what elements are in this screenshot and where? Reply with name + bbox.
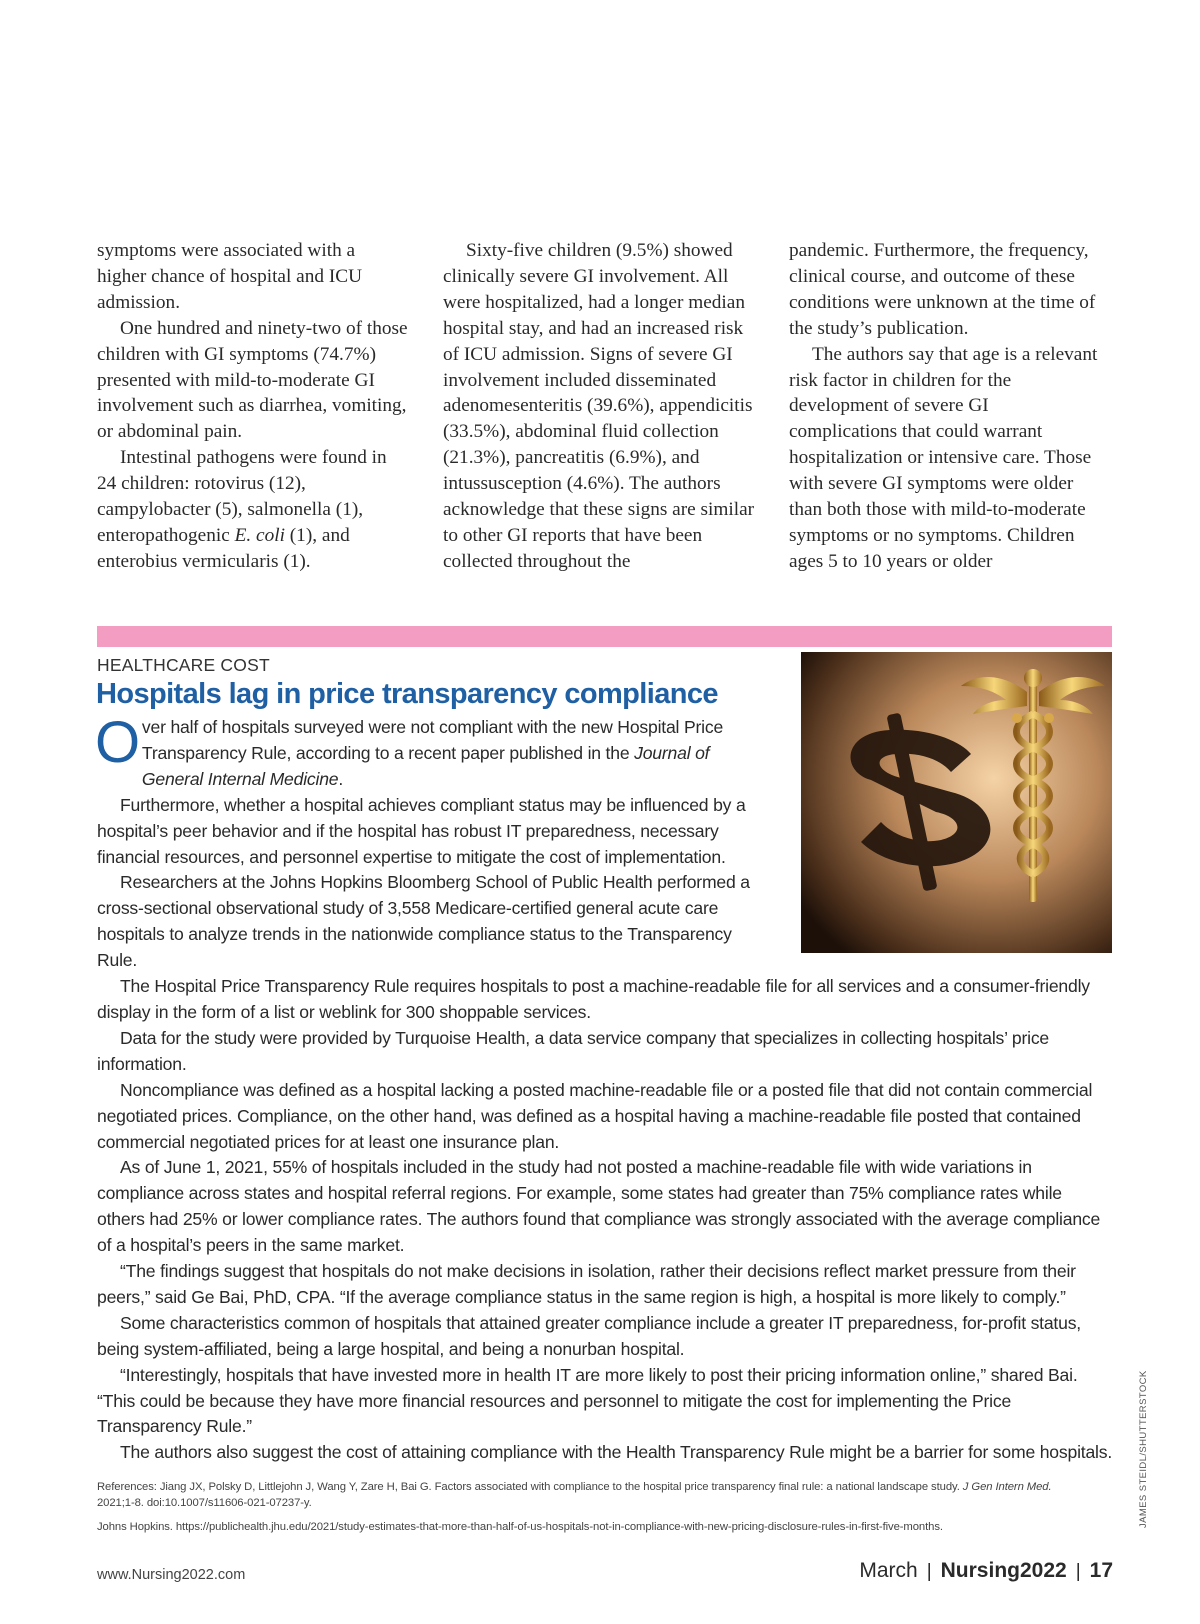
reference-1 xyxy=(97,1479,1087,1511)
col1-italic: E. coli xyxy=(234,524,285,546)
drop-cap: O xyxy=(95,710,140,775)
column-1 xyxy=(97,238,409,575)
body-paragraph: Data for the study were provided by Turquoise Health, a data service company that specializes in collecting hospitals’ price information. xyxy=(97,1027,1050,1074)
body-paragraph: The Hospital Price Transparency Rule requires hospitals to post a machine-readable file for all services and a consumer-friendly display in the form of a list or weblink for 300 shoppable services. xyxy=(97,976,1090,1022)
body-paragraph: Some characteristics common of hospitals that attained greater compliance include a greater IT preparedness, for-profit status, being system-affiliated, being a large hospital, and being a nonurban hospital. xyxy=(97,1312,1081,1359)
col1-paragraph: symptoms were associated with a higher chance of hospital and ICU admission. xyxy=(97,240,363,313)
col3-paragraph: pandemic. Furthermore, the frequency, clinical course, and outcome of these conditions were unknown at the time of the study’s publication. xyxy=(789,240,1096,339)
ref1-end: 2021;1-8. doi:10.1007/s11606-021-07237-y. xyxy=(97,1497,312,1509)
col1-paragraph xyxy=(97,445,409,575)
footer-folio xyxy=(859,1559,1113,1583)
section-kicker: HEALTHCARE COST xyxy=(97,655,270,675)
photo-credit: JAMES STEIDL/SHUTTERSTOCK xyxy=(1138,1370,1149,1528)
footer-month: March xyxy=(859,1559,918,1582)
lead-end: . xyxy=(338,768,344,789)
references xyxy=(97,1479,1087,1543)
body-paragraph: Furthermore, whether a hospital achieves compliant status may be influenced by a hospital’s peer behavior and if the hospital has robust IT preparedness, necessary financial resources, and personnel expertise to mitigate the cost of implementation. xyxy=(97,794,746,867)
column-2 xyxy=(443,238,755,575)
lead-text: ver half of hospitals surveyed were not compliant with the new Hospital Price Transparency Rule, according to a recent paper published in the xyxy=(141,717,724,763)
reference-2: Johns Hopkins. https://publichealth.jhu.edu/2021/study-estimates-that-more-than-half-of-us-hospitals-not-in-compliance-with-new-pricing-disclosure-rules-in-first-five-months. xyxy=(97,1521,943,1533)
col1-text: Intestinal pathogens were found in 24 children: rotovirus (12), campylobacter (5), salmonella (1), enteropathogenic xyxy=(97,447,387,546)
article-headline: Hospitals lag in price transparency compliance xyxy=(96,678,718,710)
col2-paragraph: Sixty-five children (9.5%) showed clinically severe GI involvement. All were hospitalized, had a longer median hospital stay, and had an increased risk of ICU admission. Signs of severe GI involvement included disseminated adenomesenteritis (39.6%), appendicitis (33.5%), abdominal fluid collection (21.3%), pancreatitis (6.9%), and intussusception (4.6%). The authors acknowledge that these signs are similar to other GI reports that have been collected throughout the xyxy=(443,240,755,572)
footer-url: www.Nursing2022.com xyxy=(97,1567,246,1583)
article-body xyxy=(95,710,1114,1466)
body-paragraph: Noncompliance was defined as a hospital lacking a posted machine-readable file or a posted file that did not contain commercial negotiated prices. Compliance, on the other hand, was defined as a hospital having a machine-readable file posted that contained commercial negotiated prices for at least one insurance plan. xyxy=(97,1079,1093,1152)
body-paragraph: The authors also suggest the cost of attaining compliance with the Health Transparency Rule might be a barrier for some hospitals. xyxy=(120,1442,1113,1463)
section-divider xyxy=(97,626,1112,647)
footer-separator: | xyxy=(926,1561,932,1582)
body-paragraph: As of June 1, 2021, 55% of hospitals included in the study had not posted a machine-readable file with wide variations in compliance across states and hospital referral regions. For example, some states had greater than 75% compliance rates while others had 25% or lower compliance rates. The authors found that compliance was strongly associated with the average compliance of a hospital’s peers in the same market. xyxy=(97,1157,1101,1256)
journal-title: Journal of General Internal Medicine xyxy=(141,742,710,789)
ref1-journal: J Gen Intern Med. xyxy=(962,1481,1052,1493)
body-paragraph: “The findings suggest that hospitals do not make decisions in isolation, rather their decisions reflect market pressure from their peers,” said Ge Bai, PhD, CPA. “If the average compliance status in the same region is high, a hospital is more likely to comply.” xyxy=(97,1261,1076,1307)
footer-magazine: Nursing2022 xyxy=(940,1559,1067,1582)
ref1-text: References: Jiang JX, Polsky D, Littlejohn J, Wang Y, Zare H, Bai G. Factors associated with compliance to the hospital price transparency final rule: a national landscape study. xyxy=(97,1481,963,1493)
photo-spacer xyxy=(775,715,1114,957)
body-paragraph: Researchers at the Johns Hopkins Bloomberg School of Public Health performed a cross-sectional observational study of 3,558 Medicare-certified general acute care hospitals to analyze trends in the nationwide compliance status to the Transparency Rule. xyxy=(97,872,750,971)
page-number: 17 xyxy=(1089,1559,1113,1582)
col1-paragraph: One hundred and ninety-two of those children with GI symptoms (74.7%) presented with mild-to-moderate GI involvement such as diarrhea, vomiting, or abdominal pain. xyxy=(97,317,408,443)
column-3 xyxy=(789,238,1101,575)
body-paragraph: “Interestingly, hospitals that have invested more in health IT are more likely to post their pricing information online,” shared Bai. “This could be because they have more financial resources and personnel to mitigate the cost for implementing the Price Transparency Rule.” xyxy=(97,1364,1078,1437)
col1-text: (1), and enterobius vermicularis (1). xyxy=(97,524,350,572)
footer-separator: | xyxy=(1075,1561,1081,1582)
col3-paragraph: The authors say that age is a relevant risk factor in children for the development of severe GI complications that could warrant hospitalization or intensive care. Those with severe GI symptoms were older than both those with mild-to-moderate symptoms or no symptoms. Children ages 5 to 10 years or older xyxy=(789,343,1098,572)
